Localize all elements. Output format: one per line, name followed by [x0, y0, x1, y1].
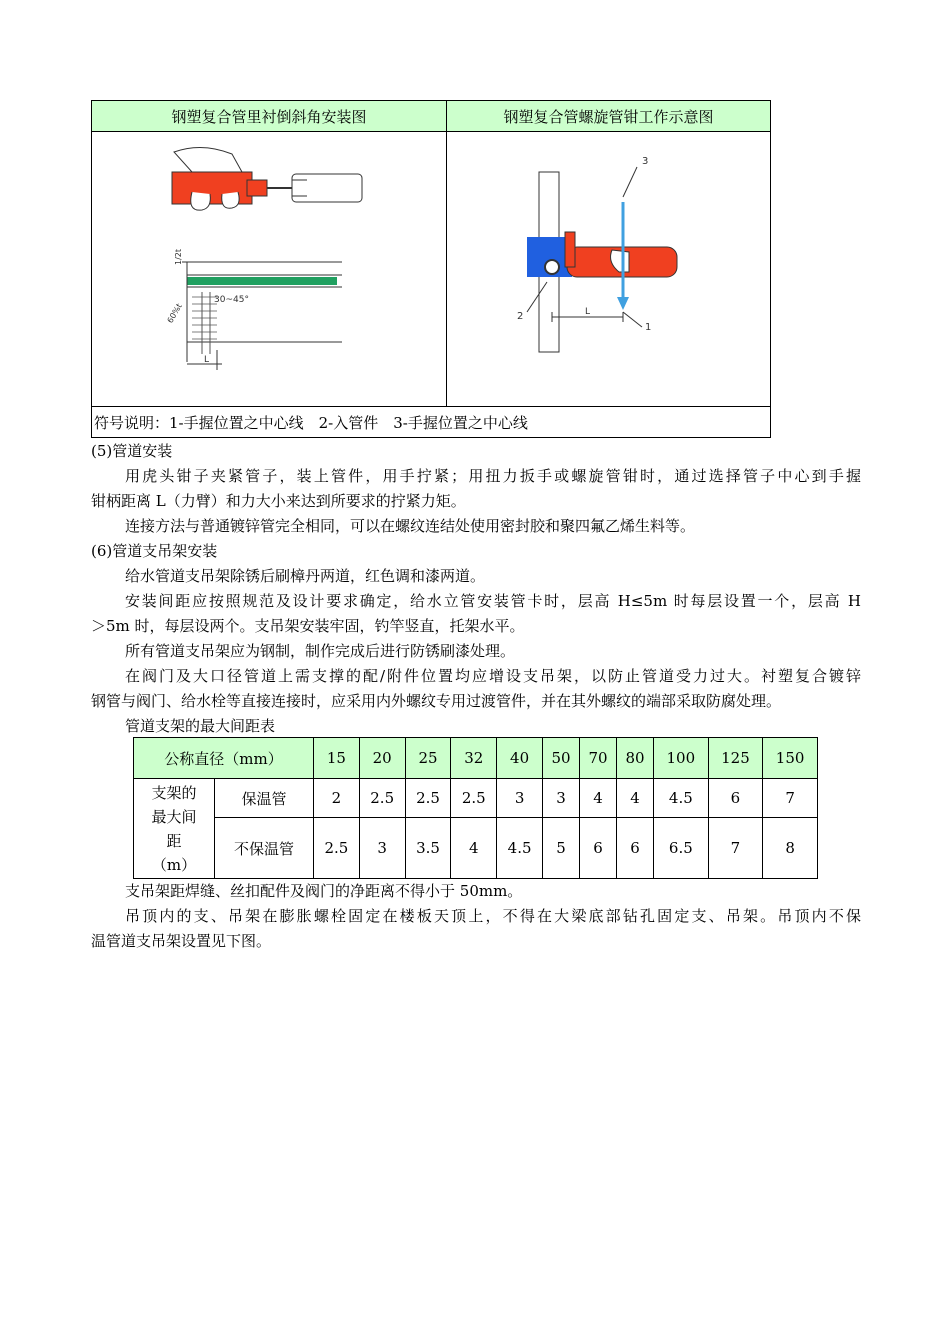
value-cell: 4	[451, 818, 497, 879]
value-cell: 5	[542, 818, 579, 879]
spacing-table-title: 管道支架的最大间距表	[125, 717, 276, 735]
section5-heading: (5)管道安装	[91, 442, 173, 460]
value-cell: 3.5	[405, 818, 451, 879]
value-cell: 4	[580, 779, 617, 818]
diameter-cell: 40	[497, 738, 543, 779]
figure-left-cell	[92, 132, 447, 407]
after-table-p1: 支吊架距焊缝、丝扣配件及阀门的净距离不得小于 50mm。	[125, 882, 523, 900]
symbol-note: 符号说明：1-手握位置之中心线 2-入管件 3-手握位置之中心线	[92, 407, 771, 438]
table-header-row	[134, 738, 818, 779]
section6-p3: 所有管道支吊架应为钢制，制作完成后进行防锈刷漆处理。	[125, 642, 516, 660]
value-cell: 6	[580, 818, 617, 879]
thickness-label-1: 1/2t	[174, 248, 183, 265]
value-cell: 6.5	[654, 818, 709, 879]
section6-p4-line2: 钢管与阀门、给水栓等直接连接时，应采用内外螺纹专用过渡管件，并在其外螺纹的端部采取防腐处理。	[91, 692, 782, 710]
value-cell: 2.5	[405, 779, 451, 818]
diameter-cell: 125	[708, 738, 763, 779]
value-cell: 3	[542, 779, 579, 818]
value-cell: 8	[763, 818, 818, 879]
diameter-cell: 70	[580, 738, 617, 779]
diameter-cell: 50	[542, 738, 579, 779]
thickness-label-2: 60%t	[165, 302, 184, 325]
label-2: 2	[517, 311, 524, 322]
hand-tool-illustration	[172, 147, 362, 210]
value-cell: 7	[763, 779, 818, 818]
section5-p2: 连接方法与普通镀锌管完全相同，可以在螺纹连结处使用密封胶和聚四氟乙烯生料等。	[125, 517, 696, 535]
section6-p2-line1: 安装间距应按照规范及设计要求确定，给水立管安装管卡时，层高 H≤5m 时每层设置一个，层高 H	[125, 592, 861, 610]
diameter-cell: 32	[451, 738, 497, 779]
label-1: 1	[645, 322, 652, 333]
row-group-label-line: 最大间	[151, 807, 197, 826]
figure-header-right: 钢塑复合管螺旋管钳工作示意图	[447, 101, 771, 132]
diameter-cell: 15	[314, 738, 360, 779]
pipe-wrench-illustration	[517, 156, 677, 352]
value-cell: 2.5	[451, 779, 497, 818]
section6-heading: (6)管道支吊架安装	[91, 542, 218, 560]
section5-p1-line2: 钳柄距离 L（力臂）和力大小来达到所要求的拧紧力矩。	[91, 492, 466, 510]
after-table-p2-line2: 温管道支吊架设置见下图。	[91, 932, 272, 950]
row-label-insulated: 保温管	[215, 779, 314, 818]
value-cell: 3	[497, 779, 543, 818]
after-table-p2-line1: 吊顶内的支、吊架在膨胀螺栓固定在楼板天顶上，不得在大梁底部钻孔固定支、吊架。吊顶内不保	[125, 907, 861, 925]
value-cell: 3	[359, 818, 405, 879]
diameter-cell: 25	[405, 738, 451, 779]
chamfer-install-diagram	[92, 132, 446, 406]
value-cell: 4.5	[654, 779, 709, 818]
section6-p1: 给水管道支吊架除锈后刷樟丹两道，红色调和漆两道。	[125, 567, 486, 585]
length-label-left: L	[204, 355, 210, 365]
row-group-label-line: （m）	[151, 855, 197, 874]
label-3: 3	[642, 156, 649, 167]
table-row	[134, 818, 818, 879]
value-cell: 4	[617, 779, 654, 818]
diameter-cell: 100	[654, 738, 709, 779]
value-cell: 6	[708, 779, 763, 818]
diameter-cell: 20	[359, 738, 405, 779]
value-cell: 6	[617, 818, 654, 879]
row-group-label	[134, 779, 215, 879]
section6-p2-line2: ＞5m 时，每层设两个。支吊架安装牢固，钓竿竖直，托架水平。	[91, 617, 525, 635]
value-cell: 2.5	[314, 818, 360, 879]
pipe-wrench-diagram	[447, 132, 770, 406]
pipe-section-illustration	[166, 249, 342, 370]
value-cell: 7	[708, 818, 763, 879]
row-group-label-line: 距	[166, 831, 182, 850]
table-row	[134, 779, 818, 818]
value-cell: 4.5	[497, 818, 543, 879]
section6-p4-line1: 在阀门及大口径管道上需支撑的配/附件位置均应增设支吊架，以防止管道受力过大。衬塑复合镀锌	[125, 667, 861, 685]
diameter-header: 公称直径（mm）	[134, 738, 314, 779]
row-group-label-line: 支架的	[151, 783, 197, 802]
support-spacing-table	[133, 737, 818, 879]
figure-table	[91, 100, 771, 438]
value-cell: 2.5	[359, 779, 405, 818]
section5-p1-line1: 用虎头钳子夹紧管子，装上管件，用手拧紧；用扭力扳手或螺旋管钳时，通过选择管子中心到手握	[125, 467, 861, 485]
value-cell: 2	[314, 779, 360, 818]
length-label-right: L	[585, 307, 591, 317]
figure-header-left: 钢塑复合管里衬倒斜角安装图	[92, 101, 447, 132]
diameter-cell: 150	[763, 738, 818, 779]
figure-right-cell	[447, 132, 771, 407]
angle-label: 30~45°	[214, 295, 249, 305]
diameter-cell: 80	[617, 738, 654, 779]
row-label-uninsulated: 不保温管	[215, 818, 314, 879]
